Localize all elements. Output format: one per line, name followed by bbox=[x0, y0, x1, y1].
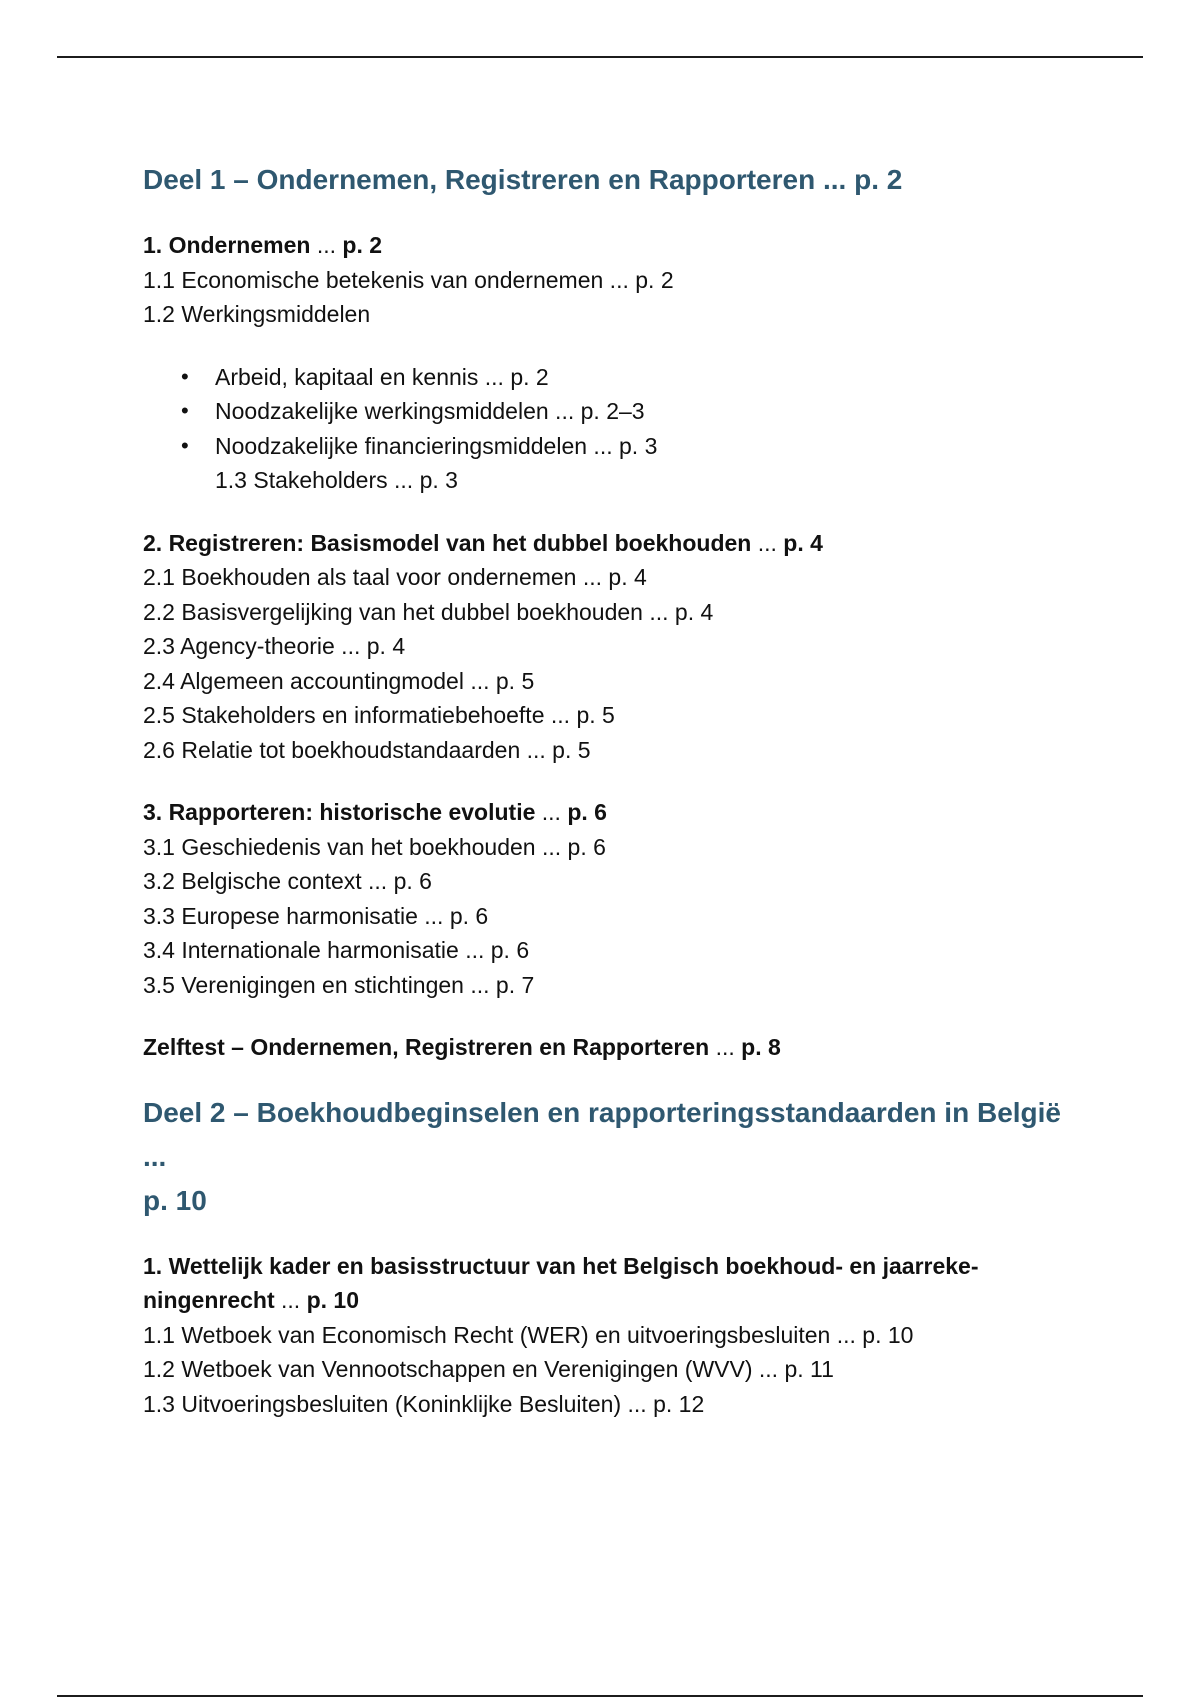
section-3-rapporteren bbox=[143, 795, 1073, 1002]
header-rule bbox=[57, 56, 1143, 58]
toc-entry: 3.2 Belgische context ... p. 6 bbox=[143, 868, 432, 894]
toc-entry: 2.2 Basisvergelijking van het dubbel boekhouden ... p. 4 bbox=[143, 598, 714, 625]
section-1-ondernemen bbox=[143, 228, 1073, 498]
toc-entry: 1.3 Uitvoeringsbesluiten (Koninklijke Besluiten) ... p. 12 bbox=[143, 1390, 705, 1417]
bullet-item: • Arbeid, kapitaal en kennis ... p. 2 bbox=[215, 360, 1073, 395]
toc-entry: 1.2 Werkingsmiddelen bbox=[143, 301, 371, 327]
toc-entry: 2.3 Agency-theorie ... p. 4 bbox=[143, 633, 406, 659]
toc-entry: 2.5 Stakeholders en informatiebehoefte ... p. 5 bbox=[143, 702, 615, 728]
deel1-heading: Deel 1 – Ondernemen, Registreren en Rapporteren ... p. 2 bbox=[143, 164, 903, 195]
toc-entry: 2.6 Relatie tot boekhoudstandaarden ... p. 5 bbox=[143, 736, 591, 763]
toc-entry: 3.5 Verenigingen en stichtingen ... p. 7 bbox=[143, 971, 535, 998]
section-zelftest bbox=[143, 1030, 1073, 1065]
deel2-heading: Deel 2 – Boekhoudbeginselen en rapporteringsstandaarden in België ... p. 10 bbox=[143, 1096, 1061, 1216]
section-title: 3. Rapporteren: historische evolutie ... p. 6 bbox=[143, 799, 607, 825]
toc-entry: 2.4 Algemeen accountingmodel ... p. 5 bbox=[143, 667, 535, 694]
toc-entry: 3.4 Internationale harmonisatie ... p. 6 bbox=[143, 937, 530, 963]
bullet-item: • Noodzakelijke werkingsmiddelen ... p. 2–3 bbox=[215, 394, 1073, 429]
section-title: 1. Wettelijk kader en basisstructuur van het Belgisch boekhoud- en jaarreke- ningenrecht ... p. 10 bbox=[143, 1252, 979, 1313]
toc-entry: 2.1 Boekhouden als taal voor ondernemen ... p. 4 bbox=[143, 564, 647, 590]
toc-entry: 3.1 Geschiedenis van het boekhouden ... p. 6 bbox=[143, 833, 606, 860]
section-2-registreren bbox=[143, 526, 1073, 768]
section-title: Zelftest – Ondernemen, Registreren en Rapporteren ... p. 8 bbox=[143, 1034, 781, 1060]
toc-entry: 1.2 Wetboek van Vennootschappen en Verenigingen (WVV) ... p. 11 bbox=[143, 1356, 834, 1382]
section-deel2-1-wettelijk-kader bbox=[143, 1249, 1073, 1422]
toc-entry: 1.1 Wetboek van Economisch Recht (WER) en uitvoeringsbesluiten ... p. 10 bbox=[143, 1321, 914, 1348]
toc-entry: 3.3 Europese harmonisatie ... p. 6 bbox=[143, 902, 489, 929]
toc-entry: 1.1 Economische betekenis van ondernemen ... p. 2 bbox=[143, 266, 674, 293]
table-of-contents bbox=[143, 158, 1073, 1421]
section-title: 1. Ondernemen ... p. 2 bbox=[143, 232, 383, 258]
footer-rule bbox=[57, 1695, 1143, 1697]
bullet-list bbox=[143, 360, 1073, 464]
section-title: 2. Registreren: Basismodel van het dubbel boekhouden ... p. 4 bbox=[143, 529, 823, 556]
toc-entry: 1.3 Stakeholders ... p. 3 bbox=[215, 467, 458, 493]
bullet-item: • Noodzakelijke financieringsmiddelen ... p. 3 bbox=[215, 429, 1073, 464]
